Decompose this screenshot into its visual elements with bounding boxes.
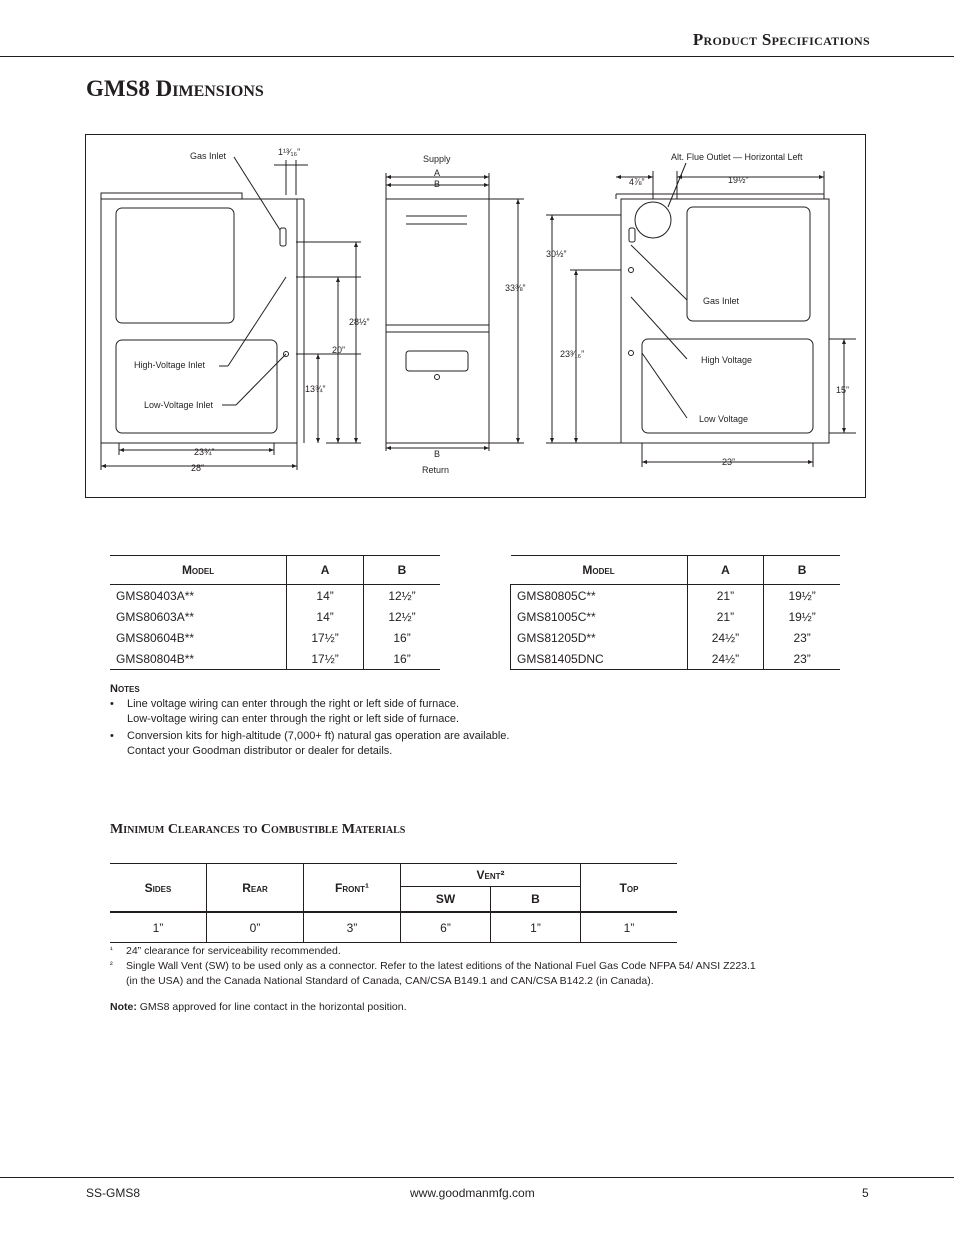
footer-rule: [0, 1177, 954, 1178]
center-unit-outline: [386, 199, 489, 443]
header-model: Model: [110, 556, 287, 585]
label-low-voltage: Low Voltage: [699, 414, 749, 424]
flue-outlet: [635, 202, 671, 238]
note-line: Line voltage wiring can enter through the right or left side of furnace.: [127, 698, 460, 710]
page-title: GMS8 Dimensions: [86, 76, 264, 101]
label-hv-inlet: High-Voltage Inlet: [134, 360, 206, 370]
cell-vent-b: 1”: [491, 912, 581, 943]
header-a: A: [287, 556, 364, 585]
cell-model: GMS81005C**: [511, 606, 688, 627]
cell-a: 24½”: [687, 627, 764, 648]
table-row: [511, 606, 841, 627]
label-gas-inlet-right: Gas Inlet: [703, 296, 740, 306]
dimension-drawing: [86, 135, 867, 499]
cell-model: GMS81205D**: [511, 627, 688, 648]
table-row: [511, 648, 841, 670]
table-row: [511, 585, 841, 607]
label-dim-33-3-8: 33⅜”: [505, 283, 526, 293]
footer-doc-id: SS-GMS8: [86, 1186, 141, 1200]
label-a: A: [434, 168, 441, 178]
label-dim-30-5: 30½”: [546, 249, 567, 259]
note-label: Note:: [110, 1001, 137, 1013]
footnote-line: Single Wall Vent (SW) to be used only as a connector. Refer to the latest editions of the National Fuel Gas Code NFPA 54/ ANSI Z223.1: [126, 960, 756, 972]
footnote-text: 24” clearance for serviceability recommended.: [126, 945, 341, 957]
label-dim-23-75: 23¾”: [194, 447, 215, 457]
header-sw: SW: [401, 887, 491, 913]
footer-page-number: 5: [862, 1186, 869, 1200]
notes-heading: Notes: [110, 683, 140, 695]
header-front: Front¹: [304, 864, 401, 913]
table-row: [110, 648, 440, 670]
cell-a: 21”: [687, 585, 764, 607]
header-rear: Rear: [207, 864, 304, 913]
bullet: •: [110, 698, 114, 710]
label-b-top: B: [434, 179, 441, 189]
header-vent: Vent²: [401, 864, 581, 887]
header-a: A: [687, 556, 764, 585]
model-table-2: [510, 555, 840, 670]
note-text: GMS8 approved for line contact in the horizontal position.: [136, 1001, 407, 1013]
label-dim-28: 28”: [191, 463, 205, 473]
cell-a: 24½”: [687, 648, 764, 670]
cell-b: 12½”: [364, 606, 440, 627]
label-dim-13-75: 13¾”: [305, 384, 326, 394]
cell-model: GMS80403A**: [116, 588, 195, 603]
clearances-table: [110, 863, 677, 943]
cell-model: GMS80604B**: [116, 630, 195, 645]
cell-model: GMS80804B**: [110, 648, 287, 670]
cell-b: 12½”: [364, 585, 440, 607]
left-gas-pipe: [280, 228, 286, 246]
cell-b: 23”: [764, 627, 840, 648]
label-dim-4-7-8: 4⅞”: [629, 177, 645, 187]
cell-rear: 0”: [207, 912, 304, 943]
footnote-line: (in the USA) and the Canada National Standard of Canada, CAN/CSA B149.1 and CAN/CSA B142.2 (in Canada).: [126, 975, 654, 987]
header-b: B: [364, 556, 440, 585]
label-high-voltage: High Voltage: [701, 355, 753, 365]
label-supply: Supply: [423, 154, 451, 164]
cell-front: 3”: [304, 912, 401, 943]
label-dim-19-5: 19½”: [728, 175, 749, 185]
cell-sides: 1”: [110, 912, 207, 943]
table-row: [110, 912, 677, 943]
cell-a: 17½”: [287, 627, 364, 648]
approval-note: [110, 1000, 407, 1015]
cell-model: GMS81405DNC: [511, 648, 688, 670]
header-rule: [0, 56, 954, 57]
left-lower-panel: [116, 340, 277, 433]
cell-b: 23”: [764, 648, 840, 670]
header-sides: Sides: [110, 864, 207, 913]
header-model: Model: [511, 556, 688, 585]
left-top-panel: [101, 193, 242, 199]
label-dim-23: 23”: [722, 457, 736, 467]
cell-b: 19½”: [764, 606, 840, 627]
footnote-mark: ²: [110, 960, 113, 969]
label-return: Return: [422, 465, 450, 475]
label-gas-inlet-left: Gas Inlet: [190, 151, 227, 161]
cell-b: 16”: [364, 627, 440, 648]
label-dim-20: 20”: [332, 345, 346, 355]
table-row: [110, 606, 440, 627]
cell-sw: 6”: [401, 912, 491, 943]
table-row: [110, 627, 440, 648]
header-title: Product Specifications: [692, 30, 870, 49]
cell-b: 16”: [364, 648, 440, 670]
label-dim-28-5: 28½”: [349, 317, 370, 327]
right-gas-pipe: [629, 228, 635, 242]
bullet: •: [110, 730, 114, 742]
cell-b: 19½”: [764, 585, 840, 607]
label-b-bottom: B: [434, 449, 441, 459]
label-alt-flue: Alt. Flue Outlet — Horizontal Left: [671, 152, 803, 162]
note-line: Conversion kits for high-altitude (7,000+ ft) natural gas operation are available.: [127, 730, 510, 742]
model-table-1: [110, 555, 440, 670]
label-dim-15: 15”: [836, 385, 850, 395]
label-gas-dim: 1¹³⁄₁₆”: [278, 147, 301, 157]
footnote-mark: ¹: [110, 945, 113, 954]
dimension-diagram: [85, 134, 866, 498]
label-dim-23-3-16: 23³⁄₁₆”: [560, 349, 585, 359]
center-grille: [406, 351, 468, 371]
note-line: Contact your Goodman distributor or dealer for details.: [127, 745, 393, 757]
cell-a: 17½”: [287, 648, 364, 670]
note-line: Low-voltage wiring can enter through the right or left side of furnace.: [127, 713, 460, 725]
cell-a: 14”: [287, 606, 364, 627]
footer-url[interactable]: www.goodmanmfg.com: [410, 1186, 535, 1200]
cell-model: GMS80603A**: [116, 609, 195, 624]
cell-a: 14”: [287, 585, 364, 607]
header-b: B: [764, 556, 840, 585]
cell-model: GMS80805C**: [511, 585, 688, 607]
cell-top: 1”: [581, 912, 678, 943]
cell-a: 21”: [687, 606, 764, 627]
table-row: [511, 627, 841, 648]
header-top: Top: [581, 864, 678, 913]
left-upper-panel: [116, 208, 234, 323]
label-lv-inlet: Low-Voltage Inlet: [144, 400, 214, 410]
table-row: [110, 585, 440, 607]
clearances-title: Minimum Clearances to Combustible Materials: [110, 822, 406, 837]
header-vent-b: B: [491, 887, 581, 913]
